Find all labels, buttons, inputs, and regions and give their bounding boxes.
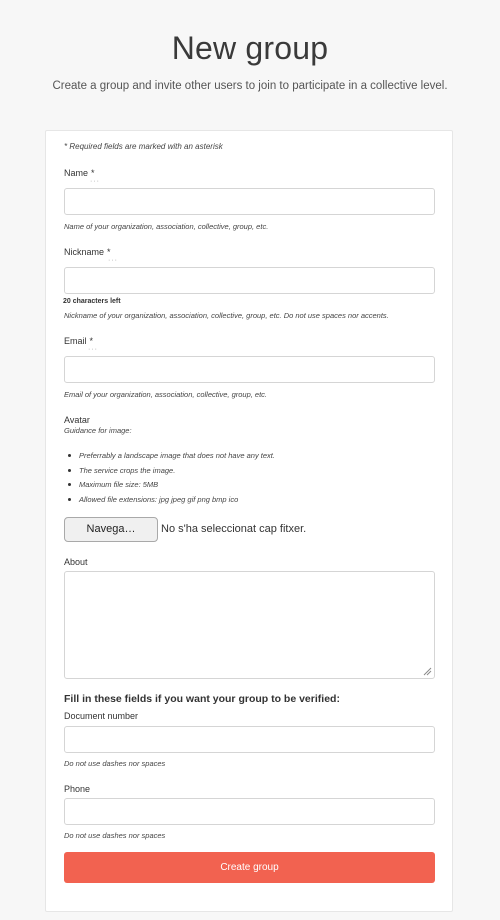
avatar-guidance-item: Allowed file extensions: jpg jpeg gif png bmp ico — [64, 495, 275, 510]
name-abbr-indicator: ··· — [90, 178, 100, 185]
page-title: New group — [171, 30, 329, 66]
email-required-mark: * — [89, 336, 94, 346]
name-label — [64, 168, 95, 178]
about-textarea[interactable] — [64, 571, 435, 679]
nickname-abbr-indicator: ··· — [108, 257, 118, 264]
nickname-label-text: Nickname — [64, 247, 105, 257]
phone-help: Do not use dashes nor spaces — [64, 831, 166, 840]
create-group-button[interactable]: Create group — [64, 852, 435, 883]
avatar-guidance-item: Maximum file size: 5MB — [64, 480, 275, 495]
avatar-label: Avatar — [64, 415, 90, 425]
phone-label: Phone — [64, 784, 91, 794]
nickname-required-mark: * — [107, 247, 111, 257]
required-fields-note: * Required fields are marked with an asterisk — [64, 142, 223, 151]
email-field[interactable] — [64, 356, 435, 383]
nickname-field[interactable] — [64, 267, 435, 294]
phone-field[interactable] — [64, 798, 435, 825]
page-subtitle: Create a group and invite other users to join to participate in a collective level. — [52, 80, 448, 92]
resize-handle-icon[interactable] — [422, 666, 432, 676]
avatar-guidance-list — [64, 451, 275, 509]
email-label-text: Email — [64, 336, 87, 346]
about-label: About — [64, 557, 88, 567]
name-label-text: Name — [64, 168, 89, 178]
avatar-guidance-item: Preferrably a landscape image that does not have any text. — [64, 451, 275, 466]
avatar-file-status: No s'ha seleccionat cap fitxer. — [161, 523, 307, 535]
avatar-browse-button[interactable]: Navega… — [64, 517, 158, 542]
document-number-field[interactable] — [64, 726, 435, 753]
nickname-label — [64, 247, 111, 257]
email-label — [64, 336, 93, 346]
nickname-character-counter: 20 characters left — [63, 298, 121, 305]
nickname-help: Nickname of your organization, association, collective, group, etc. Do not use spaces nor accents. — [64, 311, 389, 320]
name-field[interactable] — [64, 188, 435, 215]
email-help: Email of your organization, association, collective, group, etc. — [64, 390, 268, 399]
verification-section-title: Fill in these fields if you want your group to be verified: — [64, 693, 340, 705]
name-required-mark: * — [91, 168, 95, 178]
email-abbr-indicator: ··· — [88, 346, 98, 353]
avatar-guidance-title: Guidance for image: — [64, 426, 132, 435]
avatar-guidance-item: The service crops the image. — [64, 466, 275, 481]
document-number-help: Do not use dashes nor spaces — [64, 759, 166, 768]
new-group-form-card — [45, 130, 453, 912]
name-help: Name of your organization, association, collective, group, etc. — [64, 222, 269, 231]
document-number-label: Document number — [64, 711, 139, 721]
